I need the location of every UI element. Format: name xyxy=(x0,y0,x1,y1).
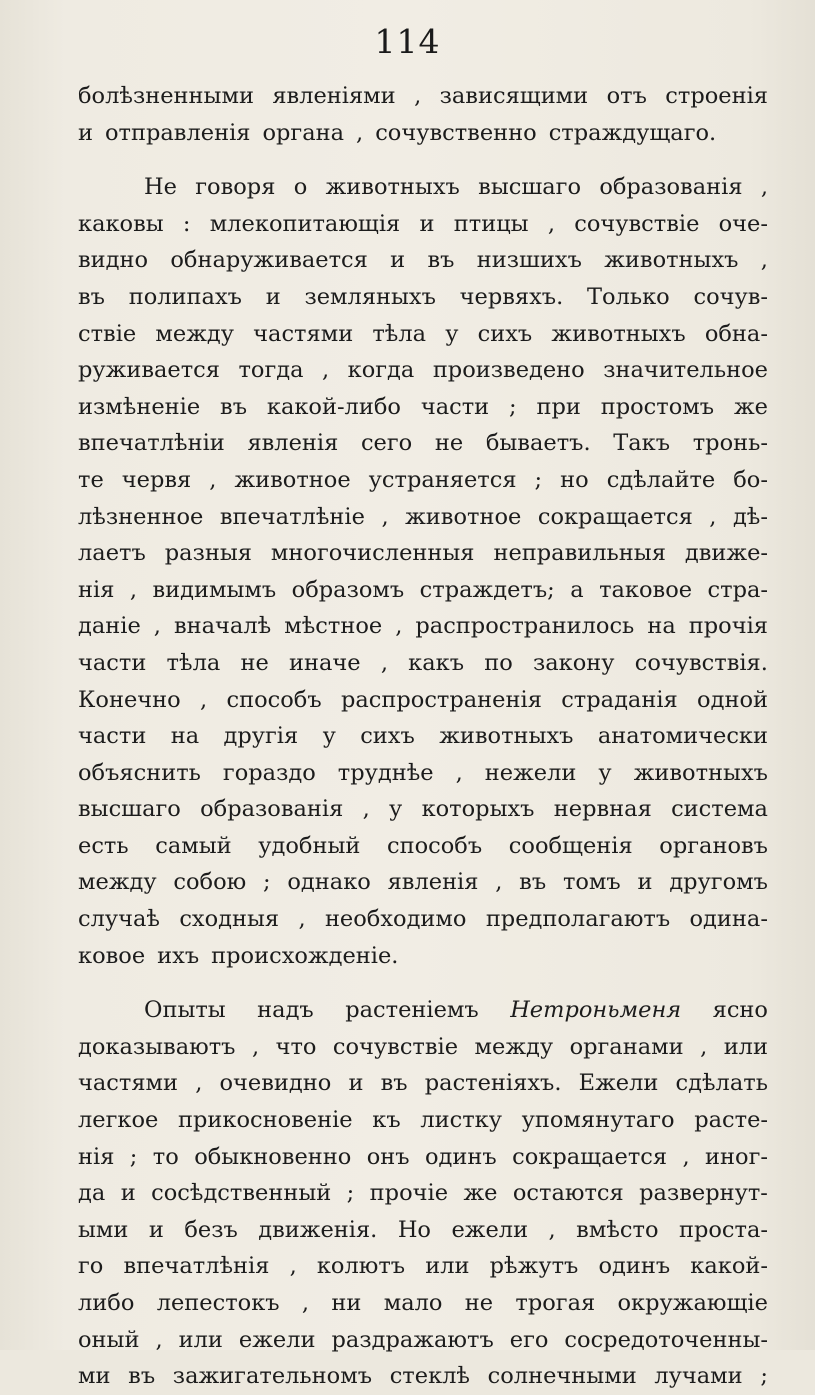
text-line xyxy=(78,1139,768,1176)
word: другомъ xyxy=(669,869,768,896)
word: даніе xyxy=(78,613,141,640)
word: и xyxy=(348,1070,364,1097)
word: говоря xyxy=(195,174,276,201)
word: въ xyxy=(519,869,547,896)
word: лучами xyxy=(654,1363,743,1390)
word: растеніемъ xyxy=(345,997,479,1024)
word: прочія xyxy=(688,613,768,640)
word: стеклѣ xyxy=(389,1363,470,1390)
word: и xyxy=(419,210,435,237)
word: его xyxy=(509,1326,549,1353)
word: сдѣлайте xyxy=(606,466,716,493)
text-line xyxy=(78,572,768,609)
text-line xyxy=(78,1212,768,1249)
word: руживается xyxy=(78,357,220,384)
word: а xyxy=(570,576,584,603)
word: же xyxy=(733,393,768,420)
word: колютъ xyxy=(316,1253,406,1280)
word: и xyxy=(637,869,653,896)
word: движенія. xyxy=(258,1216,378,1243)
word: оче- xyxy=(718,210,768,237)
word: и xyxy=(390,247,406,274)
word: иног- xyxy=(705,1143,768,1170)
text-line xyxy=(78,1102,768,1139)
word: Нетроньменя xyxy=(510,997,682,1024)
word: , xyxy=(380,649,388,676)
word: ежели xyxy=(451,1216,529,1243)
word: го xyxy=(78,1253,104,1280)
word: высшаго xyxy=(78,796,181,823)
word: , xyxy=(251,1033,260,1060)
word: отъ xyxy=(606,83,647,109)
word: ; xyxy=(760,1363,768,1390)
word: видно xyxy=(78,247,149,274)
text-line xyxy=(78,718,768,755)
word: червяхъ. xyxy=(459,283,564,310)
word: произведено xyxy=(432,357,585,384)
word: птицы xyxy=(453,210,529,237)
word: простомъ xyxy=(600,393,715,420)
text-line xyxy=(78,992,768,1029)
word: органа xyxy=(262,119,345,146)
word: гораздо xyxy=(222,759,316,786)
word: происхожденіе. xyxy=(211,942,399,969)
word: и xyxy=(78,119,93,146)
word: развернут- xyxy=(639,1180,768,1207)
word: полипахъ xyxy=(128,283,242,310)
word: страждущаго. xyxy=(548,119,717,146)
word: , xyxy=(153,613,161,640)
word: , xyxy=(322,357,330,384)
word: страждетъ; xyxy=(419,576,555,603)
text-line xyxy=(78,1065,768,1102)
word: при xyxy=(536,393,581,420)
word: тогда xyxy=(238,357,304,384)
word: не xyxy=(434,430,464,457)
text-line xyxy=(78,206,768,243)
word: однако xyxy=(287,869,371,896)
word: ; xyxy=(129,1143,138,1170)
word: и xyxy=(120,1180,136,1207)
word: животное xyxy=(405,503,522,530)
word: къ xyxy=(372,1107,401,1134)
word: трогая xyxy=(515,1290,596,1316)
word: органовъ xyxy=(659,832,768,859)
text-line xyxy=(78,535,768,572)
word: надъ xyxy=(257,997,314,1024)
word: но xyxy=(560,466,589,493)
word: ыми xyxy=(78,1216,129,1243)
paragraph-gap xyxy=(78,974,768,992)
word: очевидно xyxy=(219,1070,332,1097)
word: лѣзненное xyxy=(78,503,204,530)
text-line xyxy=(78,755,768,792)
word: прикосновеніе xyxy=(177,1107,353,1134)
word: анатомически xyxy=(597,723,768,750)
word: сходныя xyxy=(179,906,280,933)
word: , xyxy=(547,210,555,237)
word: то xyxy=(152,1143,179,1170)
word: животныхъ xyxy=(604,247,739,274)
word: , xyxy=(356,119,364,146)
word: обыкновенно xyxy=(194,1143,352,1170)
word: ствіе xyxy=(78,320,137,347)
word: , xyxy=(682,1143,690,1170)
word: тѣла xyxy=(166,649,221,676)
text-line xyxy=(78,1322,768,1359)
word: рѣжутъ xyxy=(489,1253,579,1280)
word: частями xyxy=(78,1070,179,1097)
word: образомъ xyxy=(291,576,405,603)
word: система xyxy=(671,796,768,823)
word: между xyxy=(78,869,157,896)
word: или xyxy=(425,1253,470,1280)
word: въ xyxy=(220,393,248,420)
word: въ xyxy=(427,247,455,274)
word: , xyxy=(381,503,389,530)
word: неправильныя xyxy=(493,540,666,567)
word: не xyxy=(464,1290,494,1316)
word: части xyxy=(78,649,147,676)
word: раздражаютъ xyxy=(331,1326,494,1353)
word: остаются xyxy=(512,1180,624,1207)
word: , xyxy=(362,796,370,823)
word: между xyxy=(474,1033,554,1060)
word: одинъ xyxy=(598,1253,671,1280)
word: вначалѣ xyxy=(173,613,272,640)
paragraph xyxy=(78,992,768,1395)
word: да xyxy=(78,1180,106,1207)
text-line xyxy=(78,78,768,115)
word: , xyxy=(301,1290,310,1316)
word: мало xyxy=(383,1290,443,1316)
word: ; xyxy=(346,1180,355,1207)
word: Такъ xyxy=(613,430,671,457)
word: видимымъ xyxy=(152,576,277,603)
word: зависящими xyxy=(439,83,589,109)
word: и xyxy=(265,283,281,310)
word: сихъ xyxy=(360,723,415,750)
word: Не xyxy=(144,174,177,201)
word: не xyxy=(240,649,269,676)
text-line xyxy=(78,1175,768,1212)
word: , xyxy=(129,576,137,603)
word: , xyxy=(760,174,768,201)
word: ; xyxy=(534,466,543,493)
word: ; xyxy=(509,393,517,420)
text-line xyxy=(78,462,768,499)
word: есть xyxy=(78,832,129,859)
word: вмѣсто xyxy=(576,1216,659,1243)
word: нія xyxy=(78,576,115,603)
word: , xyxy=(298,906,306,933)
word: въ xyxy=(128,1363,156,1390)
word: , xyxy=(700,1033,708,1060)
word: , xyxy=(455,759,463,786)
word: дѣ- xyxy=(732,503,768,530)
word: самый xyxy=(155,832,232,859)
word: , xyxy=(200,686,208,713)
word: расте- xyxy=(694,1107,768,1134)
word: Только xyxy=(587,283,670,310)
word: сего xyxy=(360,430,413,457)
text-line xyxy=(78,389,768,426)
word: безъ xyxy=(184,1216,238,1243)
word: же xyxy=(463,1180,498,1207)
word: каковы xyxy=(78,210,164,237)
word: собою xyxy=(173,869,247,896)
word: ковое xyxy=(78,942,146,969)
word: листку xyxy=(420,1107,502,1134)
word: другія xyxy=(223,723,299,750)
word: удобный xyxy=(258,832,361,859)
word: сочувствіе xyxy=(332,1033,459,1060)
word: сокращается xyxy=(512,1143,668,1170)
word: доказываютъ xyxy=(78,1033,236,1060)
word: частями xyxy=(253,320,354,347)
word: части xyxy=(78,723,147,750)
word: , xyxy=(195,1070,203,1097)
text-line xyxy=(78,1248,768,1285)
page-number: 114 xyxy=(374,22,441,61)
text-line xyxy=(78,608,768,645)
word: упомянутаго xyxy=(521,1107,675,1134)
paragraph-gap xyxy=(78,151,768,169)
text-line xyxy=(78,645,768,682)
word: нія xyxy=(78,1143,115,1170)
word: Ежели xyxy=(578,1070,659,1097)
word: или xyxy=(723,1033,768,1060)
word: болѣзненными xyxy=(78,83,254,109)
word: между xyxy=(155,320,234,347)
word: строенія xyxy=(665,83,768,109)
paragraph xyxy=(78,78,768,151)
word: въ xyxy=(78,283,105,310)
text-line xyxy=(78,1285,768,1322)
word: животныхъ xyxy=(551,320,686,347)
word: какой-либо xyxy=(266,393,401,420)
text-line xyxy=(78,1358,768,1395)
word: у xyxy=(322,723,336,750)
word: нежели xyxy=(484,759,577,786)
word: бо- xyxy=(733,466,768,493)
word: , xyxy=(209,466,217,493)
text-line xyxy=(78,791,768,828)
word: ми xyxy=(78,1363,111,1390)
text-line xyxy=(78,242,768,279)
word: животныхъ xyxy=(439,723,574,750)
word: , xyxy=(414,83,422,109)
word: те xyxy=(78,466,104,493)
word: разныя xyxy=(164,540,252,567)
word: оный xyxy=(78,1326,140,1353)
word: измѣненіе xyxy=(78,393,201,420)
text-line xyxy=(78,682,768,719)
word: бываетъ. xyxy=(485,430,591,457)
word: сихъ xyxy=(477,320,533,347)
word: объяснить xyxy=(78,759,201,786)
word: явленіями xyxy=(272,83,396,109)
word: на xyxy=(170,723,200,750)
word: образованія xyxy=(200,796,344,823)
word: окружающіе xyxy=(617,1290,768,1316)
word: сочув- xyxy=(693,283,768,310)
word: движе- xyxy=(684,540,768,567)
word: обнаруживается xyxy=(170,247,368,274)
text-line xyxy=(78,425,768,462)
text-line xyxy=(78,352,768,389)
word: ежели xyxy=(238,1326,316,1353)
text-line xyxy=(78,828,768,865)
word: высшаго xyxy=(478,174,581,201)
word: растеніяхъ. xyxy=(424,1070,562,1097)
word: ; xyxy=(263,869,271,896)
word: случаѣ xyxy=(78,906,160,933)
word: сдѣлать xyxy=(675,1070,768,1097)
word: сочувствія. xyxy=(634,649,768,676)
word: обна- xyxy=(704,320,768,347)
word: распространилось xyxy=(415,613,635,640)
word: , xyxy=(548,1216,556,1243)
word: томъ xyxy=(562,869,621,896)
word: тронь- xyxy=(692,430,768,457)
word: значительное xyxy=(603,357,768,384)
word: у xyxy=(598,759,612,786)
word: земляныхъ xyxy=(304,283,436,310)
text-line xyxy=(78,901,768,938)
word: животныхъ xyxy=(633,759,768,786)
word: лепестокъ xyxy=(156,1290,280,1316)
word: явленія xyxy=(247,430,339,457)
word: что xyxy=(275,1033,317,1060)
word: , xyxy=(155,1326,163,1353)
word: части xyxy=(420,393,490,420)
word: Конечно xyxy=(78,686,181,713)
word: , xyxy=(289,1253,297,1280)
word: одина- xyxy=(689,906,768,933)
word: у xyxy=(389,796,403,823)
word: предполагаютъ xyxy=(485,906,671,933)
word: необходимо xyxy=(324,906,467,933)
word: прочіе xyxy=(369,1180,449,1207)
text-line xyxy=(78,864,768,901)
word: сочувствіе xyxy=(574,210,700,237)
word: устраняется xyxy=(368,466,517,493)
word: на xyxy=(647,613,676,640)
word: : xyxy=(182,210,191,237)
word: закону xyxy=(532,649,615,676)
word: и xyxy=(148,1216,164,1243)
word: сообщенія xyxy=(508,832,633,859)
word: явленія xyxy=(387,869,479,896)
word: низшихъ xyxy=(476,247,582,274)
word: ни xyxy=(331,1290,362,1316)
word: Опыты xyxy=(144,997,226,1024)
word: сокращается xyxy=(537,503,693,530)
word: способъ xyxy=(387,832,483,859)
word: онъ xyxy=(366,1143,410,1170)
word: впечатлѣнія xyxy=(123,1253,270,1280)
word: , xyxy=(760,247,768,274)
text-line xyxy=(78,279,768,316)
word: мѣстное xyxy=(284,613,383,640)
text-line xyxy=(78,115,768,152)
text-line xyxy=(78,169,768,206)
word: многочисленныя xyxy=(270,540,475,567)
body-text xyxy=(78,78,768,1395)
word: о xyxy=(293,174,308,201)
word: распространенія xyxy=(340,686,542,713)
text-line xyxy=(78,316,768,353)
word: у xyxy=(445,320,459,347)
word: легкое xyxy=(78,1107,159,1134)
word: сочувственно xyxy=(375,119,537,146)
word: таковое xyxy=(599,576,693,603)
word: проста- xyxy=(678,1216,768,1243)
word: млекопитающія xyxy=(209,210,401,237)
word: въ xyxy=(380,1070,408,1097)
word: одинъ xyxy=(425,1143,497,1170)
word: которыхъ xyxy=(421,796,535,823)
word: впечатлѣніи xyxy=(78,430,225,457)
word: отправленія xyxy=(105,119,251,146)
word: , xyxy=(709,503,717,530)
word: по xyxy=(484,649,513,676)
word: , xyxy=(495,869,503,896)
word: одной xyxy=(697,686,768,713)
word: животныхъ xyxy=(325,174,460,201)
word: тѣла xyxy=(372,320,427,347)
word: какъ xyxy=(408,649,465,676)
word: впечатлѣніе xyxy=(219,503,365,530)
word: лаетъ xyxy=(78,540,146,567)
word: , xyxy=(395,613,403,640)
word: зажигательномъ xyxy=(172,1363,373,1390)
word: Но xyxy=(397,1216,431,1243)
word: животное xyxy=(234,466,351,493)
word: когда xyxy=(347,357,415,384)
word: стра- xyxy=(707,576,768,603)
word: способъ xyxy=(226,686,322,713)
word: либо xyxy=(78,1290,135,1316)
text-line xyxy=(78,499,768,536)
word: солнечными xyxy=(487,1363,637,1390)
paragraph xyxy=(78,169,768,974)
word: образованія xyxy=(599,174,743,201)
word: какой- xyxy=(690,1253,768,1280)
word: сосѣдственный xyxy=(151,1180,332,1207)
text-line xyxy=(78,1029,768,1066)
text-line xyxy=(78,938,768,975)
word: или xyxy=(178,1326,223,1353)
word: труднѣе xyxy=(337,759,434,786)
word: иначе xyxy=(289,649,361,676)
word: ясно xyxy=(712,997,768,1024)
word: нервная xyxy=(553,796,652,823)
word: ихъ xyxy=(157,942,200,969)
word: органами xyxy=(569,1033,684,1060)
word: сосредоточенны- xyxy=(564,1326,768,1353)
word: червя xyxy=(121,466,192,493)
word: страданія xyxy=(561,686,678,713)
